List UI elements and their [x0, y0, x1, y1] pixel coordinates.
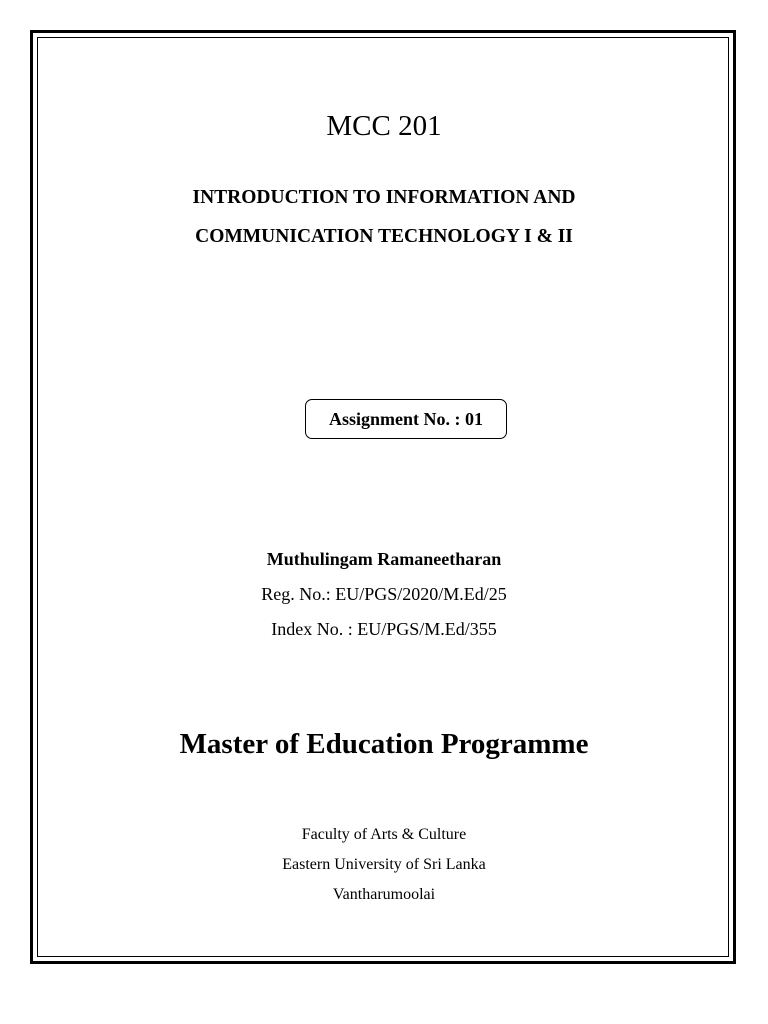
location-name: Vantharumoolai	[332, 886, 436, 903]
page-border-inner	[37, 37, 729, 957]
student-name: Muthulingam Ramaneetharan	[266, 549, 502, 569]
programme-title: Master of Education Programme	[179, 728, 589, 760]
university-name: Eastern University of Sri Lanka	[282, 856, 486, 873]
faculty-name: Faculty of Arts & Culture	[301, 826, 467, 843]
registration-number: Reg. No.: EU/PGS/2020/M.Ed/25	[261, 584, 507, 604]
course-title-line-2: COMMUNICATION TECHNOLOGY I & II	[195, 226, 573, 247]
course-code: MCC 201	[326, 110, 442, 142]
assignment-number-box: Assignment No. : 01	[305, 399, 507, 439]
index-number: Index No. : EU/PGS/M.Ed/355	[271, 619, 497, 639]
course-title-line-1: INTRODUCTION TO INFORMATION AND	[192, 187, 576, 208]
